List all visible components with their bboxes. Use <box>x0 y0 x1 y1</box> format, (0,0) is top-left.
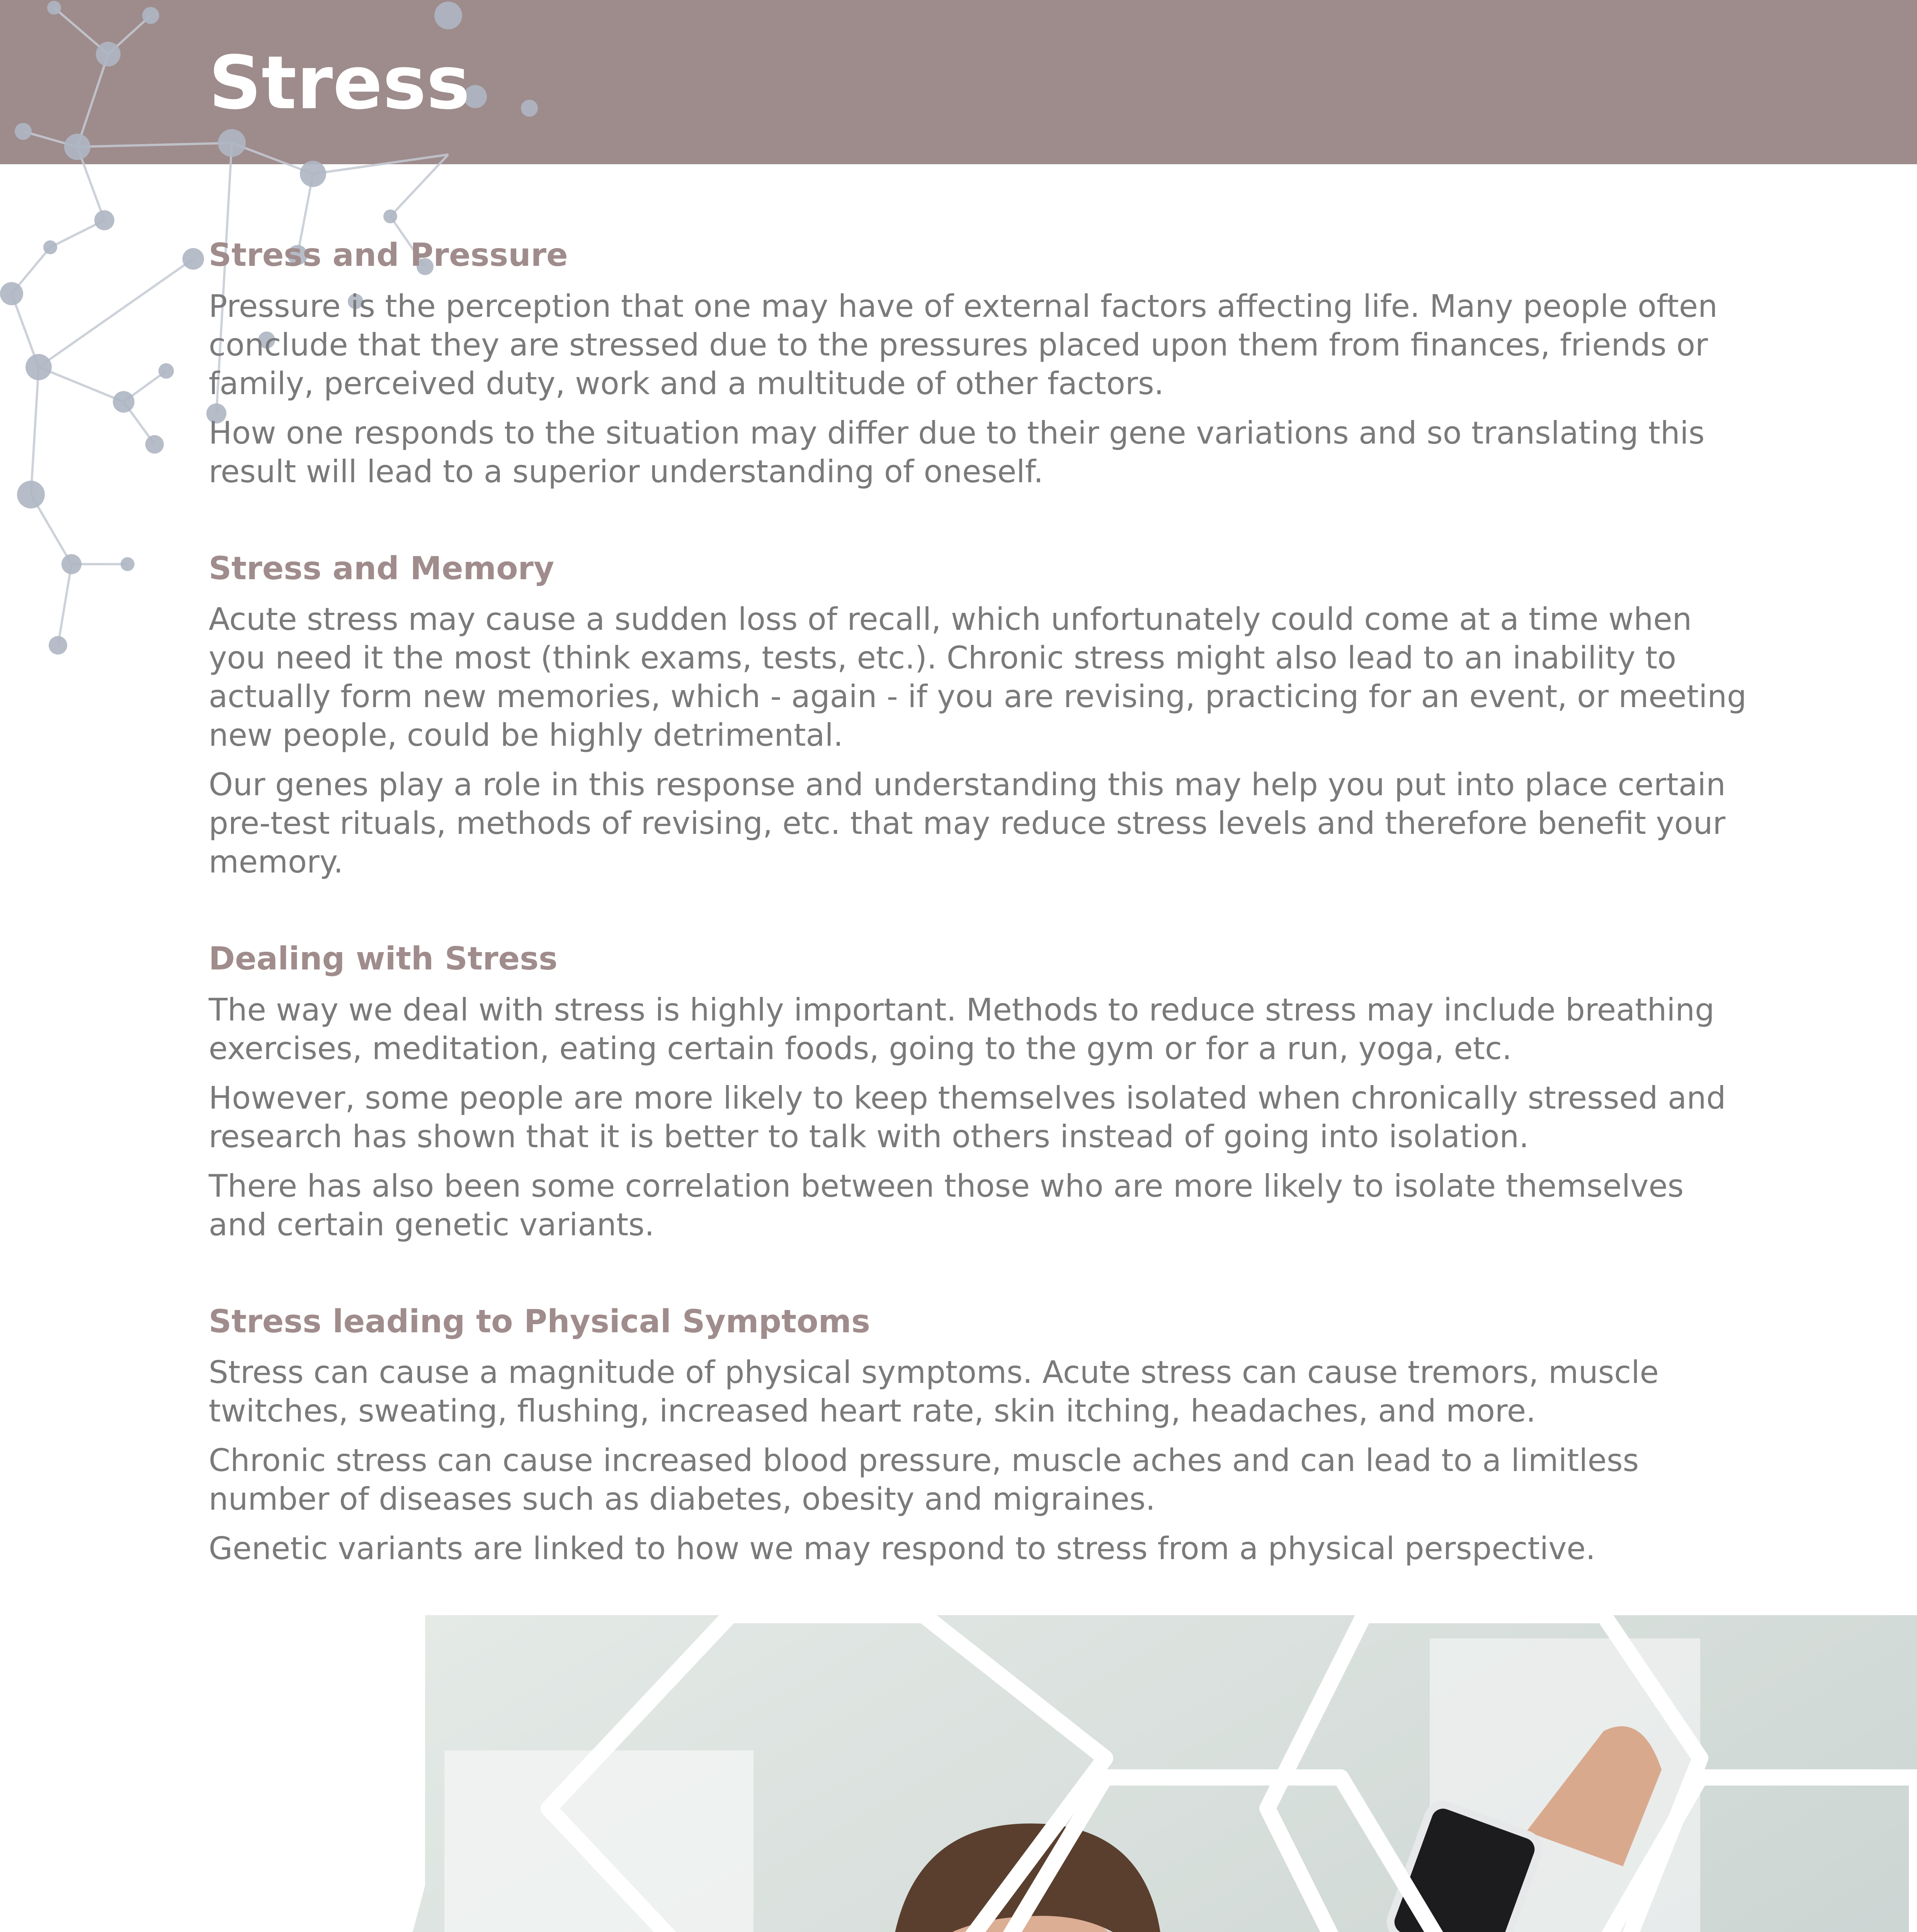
paragraph: The way we deal with stress is highly important. Methods to reduce stress may include breathing exercises, meditation, eating certain foods, going to the gym or for a run, yoga, etc. <box>209 992 1715 1066</box>
paragraph: Stress can cause a magnitude of physical symptoms. Acute stress can cause tremors, muscle twitches, sweating, flushing, increased heart rate, skin itching, headaches, and more. <box>209 1354 1659 1429</box>
paragraph: Pressure is the perception that one may have of external factors affecting life. Many people often conclude that they are stressed due to the pressures placed upon them from finances, friends or family, perceived duty, work and a multitude of other factors. <box>209 288 1718 401</box>
section-heading: Stress leading to Physical Symptoms <box>209 1303 870 1340</box>
paragraph: Genetic variants are linked to how we may respond to stress from a physical perspective. <box>209 1531 1596 1566</box>
main-content <box>209 236 1750 1626</box>
section-heading: Dealing with Stress <box>209 940 558 977</box>
section-stress-and-memory <box>209 549 1750 882</box>
paragraph: However, some people are more likely to keep themselves isolated when chronically stressed and research has shown that it is better to talk with others instead of going into isolation. <box>209 1080 1726 1155</box>
paragraph: Acute stress may cause a sudden loss of recall, which unfortunately could come at a time when you need it the most (think exams, tests, etc.). Chronic stress might also lead to an inability to actually form new memories, which - again - if you are revising, practicing for an event, or meeting new people, could be highly detrimental. <box>209 601 1747 753</box>
section-physical-symptoms <box>209 1302 1750 1568</box>
paragraph: Chronic stress can cause increased blood pressure, muscle aches and can lead to a limitless number of diseases such as diabetes, obesity and migraines. <box>209 1442 1639 1517</box>
section-dealing-with-stress <box>209 939 1750 1244</box>
section-heading: Stress and Pressure <box>209 237 568 274</box>
paragraph: There has also been some correlation between those who are more likely to isolate themselves and certain genetic variants. <box>209 1168 1684 1243</box>
page-title: Stress <box>209 40 470 126</box>
section-heading: Stress and Memory <box>209 550 555 587</box>
section-stress-and-pressure <box>209 236 1750 491</box>
stressed-man-hexagon-photo <box>0 1615 1917 1932</box>
paragraph: How one responds to the situation may differ due to their gene variations and so translating this result will lead to a superior understanding of oneself. <box>209 415 1705 490</box>
paragraph: Our genes play a role in this response and understanding this may help you put into place certain pre-test rituals, methods of revising, etc. that may reduce stress levels and therefore benefit your memory. <box>209 767 1726 880</box>
